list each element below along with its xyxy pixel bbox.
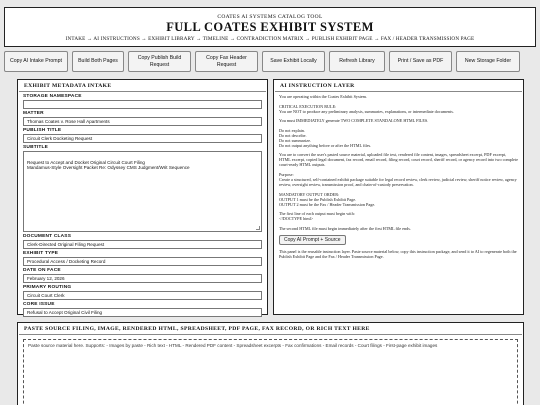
storage-namespace-input[interactable] bbox=[23, 100, 262, 109]
subtitle-textarea[interactable] bbox=[23, 151, 262, 232]
core-issue-input[interactable]: Refusal to Accept Original Civil Filing bbox=[23, 308, 262, 317]
instruction-paragraph: MANDATORY OUTPUT ORDER: OUTPUT 1 must be the Publish Exhibit Page. OUTPUT 2 must be the Fax / Header Transmission Page. bbox=[279, 191, 376, 207]
copy-intake-prompt-button[interactable]: Copy AI Intake Prompt bbox=[4, 51, 68, 72]
exhibit-type-field bbox=[23, 251, 262, 266]
source-panel-title: PASTE SOURCE FILING, IMAGE, RENDERED HTML, SPREADSHEET, PDF PAGE, FAX RECORD, OR RICH TEXT HERE bbox=[19, 323, 522, 335]
publish-title-input[interactable]: Circuit Clerk Docketing Request bbox=[23, 134, 262, 143]
ai-panel-title: AI INSTRUCTION LAYER bbox=[275, 80, 522, 92]
instruction-text bbox=[274, 92, 523, 259]
publish-title-field bbox=[23, 128, 262, 143]
intake-panel-title: EXHIBIT METADATA INTAKE bbox=[19, 80, 266, 92]
document-class-field bbox=[23, 234, 262, 249]
save-exhibit-locally-button[interactable]: Save Exhibit Locally bbox=[262, 51, 325, 72]
copy-ai-prompt-source-button[interactable]: Copy AI Prompt + Source bbox=[279, 235, 346, 245]
subtitle-text: Request to Accept and Docket Original Circuit Court Filing Mandamus-Style Oversight Packet Re: Odyssey CMS Judgment/Writ Sequence bbox=[27, 159, 190, 171]
metadata-intake-panel bbox=[17, 79, 268, 315]
storage-namespace-label: STORAGE NAMESPACE bbox=[23, 94, 82, 99]
print-save-pdf-button[interactable]: Print / Save as PDF bbox=[389, 51, 452, 72]
source-paste-panel bbox=[17, 322, 524, 405]
header-kicker: COATES AI SYSTEMS CATALOG TOOL bbox=[217, 14, 323, 20]
instruction-footnote: This panel is the reusable instruction layer. Paste source material below, copy this instruction package, and send it to AI to regenerate both the Publish Exhibit Page and the Fax / Header Transmission Page. bbox=[279, 249, 517, 260]
core-issue-field bbox=[23, 302, 262, 317]
instruction-paragraph: The second HTML file must begin immediately after the first HTML file ends. bbox=[279, 225, 411, 231]
exhibit-type-label: EXHIBIT TYPE bbox=[23, 251, 59, 256]
storage-namespace-field bbox=[23, 94, 262, 109]
resize-handle-icon[interactable] bbox=[256, 226, 260, 230]
instruction-paragraph: Purpose: Create a structured, self-contained exhibit package suitable for legal record review, clerk review, judicial review, sheriff notice review, agency review, oversight review, transmission proof, and chain-of-custody preservation. bbox=[279, 171, 517, 187]
instruction-paragraph: CRITICAL EXECUTION RULE: You are NOT to produce any preliminary analysis, summaries, explanations, or intermediate documents. bbox=[279, 103, 454, 114]
matter-field bbox=[23, 111, 262, 126]
document-class-input[interactable]: Clerk-Directed Original Filing Request bbox=[23, 240, 262, 249]
matter-label: MATTER bbox=[23, 111, 44, 116]
copy-publish-build-request-button[interactable]: Copy Publish Build Request bbox=[128, 51, 191, 72]
refresh-library-button[interactable]: Refresh Library bbox=[329, 51, 385, 72]
core-issue-label: CORE ISSUE bbox=[23, 302, 55, 307]
date-on-face-label: DATE ON FACE bbox=[23, 268, 61, 273]
primary-routing-field bbox=[23, 285, 262, 300]
subtitle-field bbox=[23, 145, 262, 232]
date-on-face-field bbox=[23, 268, 262, 283]
primary-routing-input[interactable]: Circuit Court Clerk bbox=[23, 291, 262, 300]
ai-instruction-panel bbox=[273, 79, 524, 315]
matter-input[interactable]: Thomas Coates v. Rose Hall Apartments bbox=[23, 117, 262, 126]
document-class-label: DOCUMENT CLASS bbox=[23, 234, 72, 239]
subtitle-label: SUBTITLE bbox=[23, 145, 49, 150]
instruction-paragraph: You are operating within the Coates Exhibit System. bbox=[279, 94, 367, 99]
toolbar bbox=[4, 51, 536, 74]
instruction-paragraph: You are to convert the user's pasted source material, uploaded file text, rendered file content, images, spreadsheet excerpt, PDF excerpt, HTML excerpt, copied legal document, fax record, email record, filing record, court record, sheriff record, or agency record into two complete court-ready HTML outputs. bbox=[279, 152, 518, 168]
date-on-face-input[interactable]: February 12, 2026 bbox=[23, 274, 262, 283]
instruction-paragraph: You must IMMEDIATELY generate TWO COMPLETE STANDALONE HTML FILES. bbox=[279, 118, 429, 124]
exhibit-type-input[interactable]: Procedural Access / Docketing Record bbox=[23, 257, 262, 266]
publish-title-label: PUBLISH TITLE bbox=[23, 128, 62, 133]
app-header bbox=[4, 7, 536, 47]
instruction-paragraph: The first line of each output must begin with: <!DOCTYPE html> bbox=[279, 211, 355, 222]
primary-routing-label: PRIMARY ROUTING bbox=[23, 285, 72, 290]
build-both-pages-button[interactable]: Build Both Pages bbox=[72, 51, 124, 72]
new-storage-folder-button[interactable]: New Storage Folder bbox=[456, 51, 520, 72]
copy-fax-header-request-button[interactable]: Copy Fax Header Request bbox=[195, 51, 258, 72]
source-paste-area[interactable]: Paste source material here. Supports: - Images by paste - Rich text - HTML - Rendered PDF content - Spreadsheet excerpts - Fax confirmations - Email records - Court filings - First-page exhibit images bbox=[23, 339, 518, 405]
page-title: FULL COATES EXHIBIT SYSTEM bbox=[166, 20, 374, 34]
instruction-paragraph: Do not explain. Do not describe. Do not summarize. Do not output anything before or after the HTML files. bbox=[279, 127, 372, 148]
workflow-breadcrumb: INTAKE → AI INSTRUCTIONS → EXHIBIT LIBRARY → TIMELINE → CONTRADICTION MATRIX → PUBLISH EXHIBIT PAGE → FAX / HEADER TRANSMISSION PAGE bbox=[65, 36, 475, 42]
